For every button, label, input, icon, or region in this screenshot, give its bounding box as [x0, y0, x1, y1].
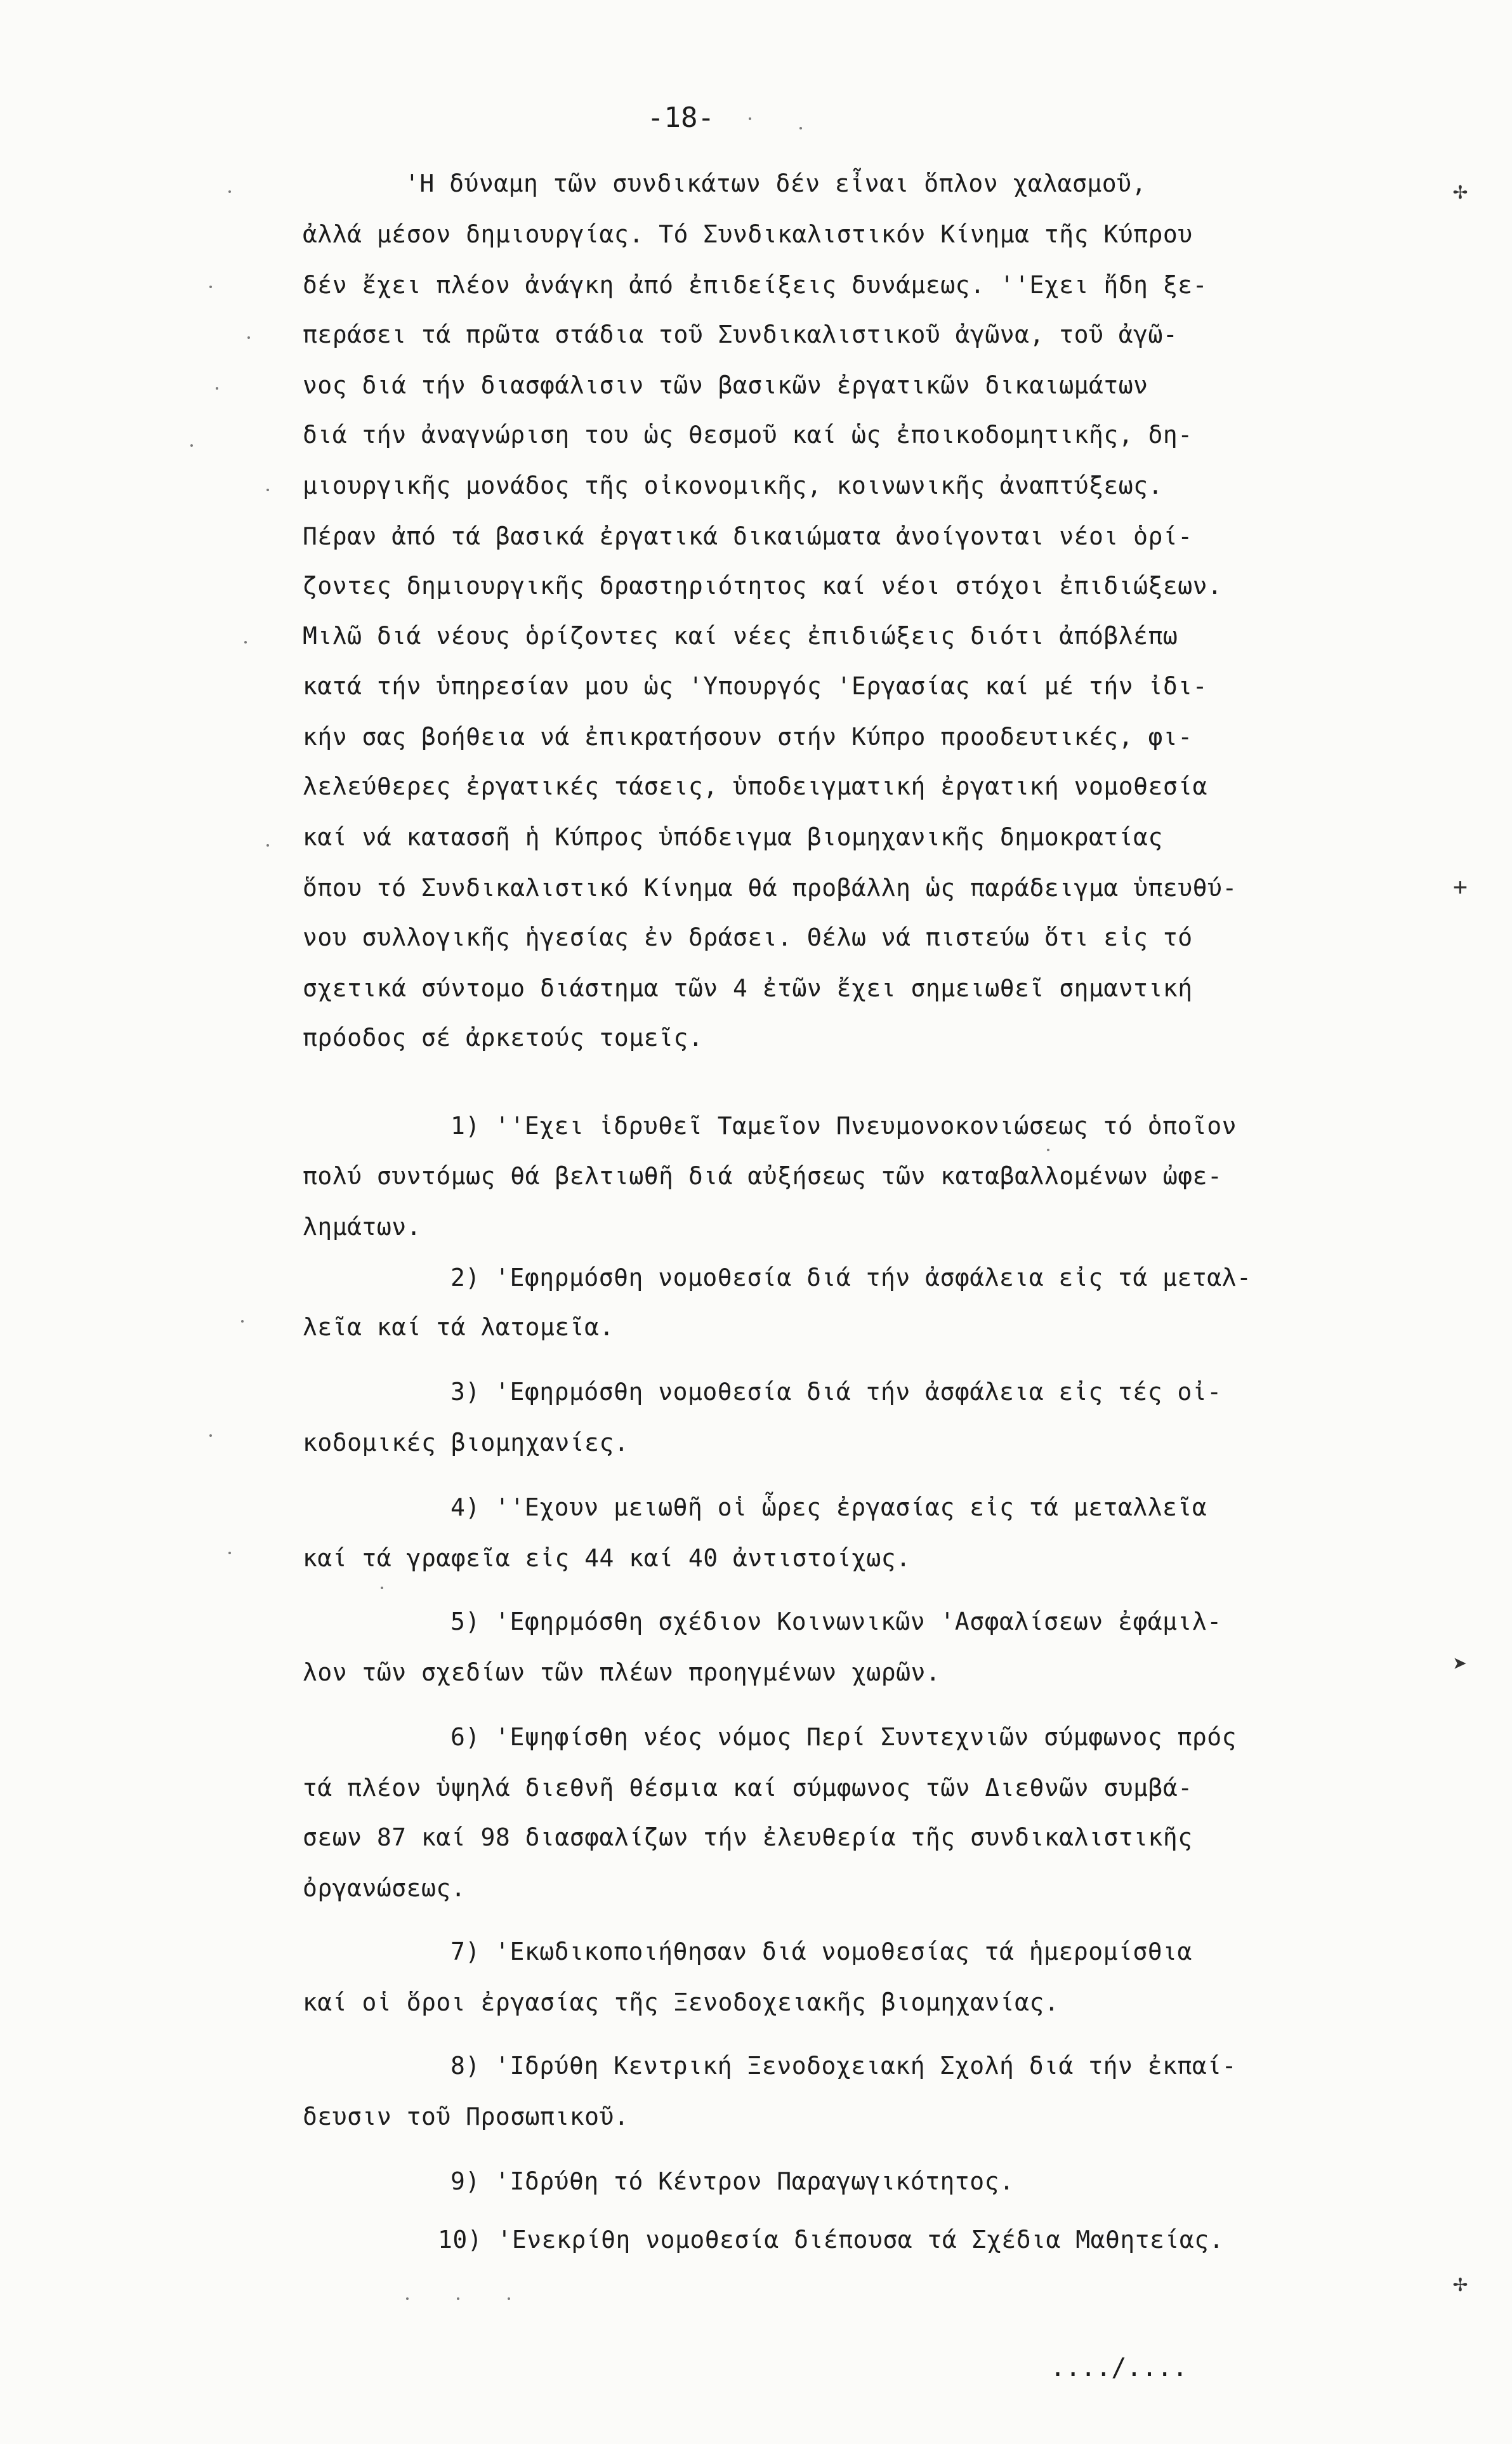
list-item-2-line: 2) 'Εφηρμόσθη νομοθεσία διά τήν ἀσφάλεια εἰς τά μεταλ- — [450, 1264, 1252, 1291]
paragraph-2-line: Πέραν ἀπό τά βασικά ἐργατικά δικαιώματα ἀνοίγονται νέοι ὁρί- — [303, 522, 1193, 550]
paragraph-2-line: σχετικά σύντομο διάστημα τῶν 4 ἐτῶν ἔχει σημειωθεῖ σημαντική — [303, 974, 1193, 1002]
margin-cross-icon: ➤ — [1453, 1650, 1468, 1678]
paragraph-2-line: κατά τήν ὑπηρεσίαν μου ὡς 'Υπουργός 'Εργασίας καί μέ τήν ἰδι- — [303, 672, 1208, 700]
margin-cross-icon: ✢ — [1453, 2269, 1468, 2297]
scan-speck — [457, 2297, 459, 2300]
scan-speck — [241, 1320, 244, 1323]
paragraph-1-line: δέν ἔχει πλέον ἀνάγκη ἀπό ἐπιδείξεις δυνάμεως. ''Εχει ἤδη ξε- — [303, 271, 1208, 299]
list-item-5-line: λον τῶν σχεδίων τῶν πλέων προηγμένων χωρῶν. — [303, 1658, 941, 1686]
scan-speck — [266, 844, 269, 847]
page-number: -18- — [647, 102, 714, 134]
scan-speck — [209, 1434, 212, 1437]
paragraph-2-line: νου συλλογικῆς ἡγεσίας ἐν δράσει. Θέλω νά πιστεύω ὅτι εἰς τό — [303, 923, 1193, 951]
list-item-3-line: κοδομικές βιομηχανίες. — [303, 1429, 629, 1456]
margin-cross-icon: + — [1453, 873, 1468, 901]
scan-speck — [244, 641, 247, 644]
list-item-4-line: 4) ''Εχουν μειωθῆ οἱ ὧρες ἐργασίας εἰς τά μεταλλεῖα — [450, 1493, 1207, 1521]
scan-speck — [749, 117, 751, 120]
scan-speck — [799, 127, 802, 129]
scan-speck — [266, 489, 269, 491]
paragraph-2-line: πρόοδος σέ ἀρκετούς τομεῖς. — [303, 1024, 704, 1052]
list-item-6-line: σεων 87 καί 98 διασφαλίζων τήν ἐλευθερία τῆς συνδικαλιστικῆς — [303, 1823, 1193, 1851]
list-item-7-line: 7) 'Εκωδικοποιήθησαν διά νομοθεσίας τά ἡμερομίσθια — [450, 1938, 1192, 1965]
scan-speck — [508, 2297, 510, 2300]
paragraph-1-line: περάσει τά πρῶτα στάδια τοῦ Συνδικαλιστικοῦ ἀγῶνα, τοῦ ἀγῶ- — [303, 320, 1178, 348]
scan-speck — [190, 444, 193, 447]
list-item-6-line: ὀργανώσεως. — [303, 1874, 466, 1902]
paragraph-2-line: καί νά κατασσῆ ἡ Κύπρος ὑπόδειγμα βιομηχανικῆς δημοκρατίας — [303, 823, 1163, 851]
scan-speck — [209, 286, 212, 288]
list-item-3-line: 3) 'Εφηρμόσθη νομοθεσία διά τήν ἀσφάλεια εἰς τές οἰ- — [450, 1378, 1222, 1406]
scan-speck — [216, 387, 218, 390]
paragraph-2-line: Μιλῶ διά νέους ὁρίζοντες καί νέες ἐπιδιώξεις διότι ἀπόβλέπω — [303, 622, 1178, 650]
paragraph-1-line: νος διά τήν διασφάλισιν τῶν βασικῶν ἐργατικῶν δικαιωμάτων — [303, 371, 1148, 399]
paragraph-2-line: ζοντες δημιουργικῆς δραστηριότητος καί νέοι στόχοι ἐπιδιώξεων. — [303, 572, 1223, 600]
scan-speck — [247, 336, 250, 339]
list-item-8-line: δευσιν τοῦ Προσωπικοῦ. — [303, 2103, 629, 2130]
list-item-5-line: 5) 'Εφηρμόσθη σχέδιον Κοινωνικῶν 'Ασφαλίσεων ἐφάμιλ- — [450, 1608, 1222, 1635]
scan-speck — [228, 1552, 231, 1554]
list-item-6-line: τά πλέον ὑψηλά διεθνῆ θέσμια καί σύμφωνος τῶν Διεθνῶν συμβά- — [303, 1774, 1193, 1802]
list-item-1-line: 1) ''Εχει ἱδρυθεῖ Ταμεῖον Πνευμονοκονιώσεως τό ὁποῖον — [450, 1112, 1237, 1140]
list-item-6-line: 6) 'Εψηφίσθη νέος νόμος Περί Συντεχνιῶν σύμφωνος πρός — [450, 1723, 1237, 1751]
list-item-1-line: πολύ συντόμως θά βελτιωθῆ διά αὐξήσεως τῶν καταβαλλομένων ὠφε- — [303, 1162, 1223, 1190]
paragraph-1-line: 'Η δύναμη τῶν συνδικάτων δέν εἶναι ὅπλον χαλασμοῦ, — [405, 169, 1147, 197]
paragraph-2-line: λελεύθερες ἐργατικές τάσεις, ὑποδειγματική ἐργατική νομοθεσία — [303, 772, 1208, 800]
paragraph-1-line: ἀλλά μέσον δημιουργίας. Τό Συνδικαλιστικόν Κίνημα τῆς Κύπρου — [303, 220, 1193, 248]
scan-speck — [228, 190, 231, 193]
list-item-1-line: λημάτων. — [303, 1213, 422, 1241]
continuation-mark: ..../.... — [1050, 2353, 1188, 2382]
scan-speck — [1047, 1149, 1049, 1151]
margin-cross-icon: ✢ — [1453, 176, 1468, 204]
paragraph-2-line: κήν σας βοήθεια νά ἐπικρατήσουν στήν Κύπρο προοδευτικές, φι- — [303, 723, 1193, 751]
list-item-2-line: λεῖα καί τά λατομεῖα. — [303, 1313, 614, 1341]
list-item-8-line: 8) 'Ιδρύθη Κεντρική Ξενοδοχειακή Σχολή διά τήν ἐκπαί- — [450, 2052, 1237, 2080]
paragraph-1-line: μιουργικῆς μονάδος τῆς οἰκονομικῆς, κοινωνικῆς ἀναπτύξεως. — [303, 472, 1163, 499]
list-item-9-line: 9) 'Ιδρύθη τό Κέντρον Παραγωγικότητος. — [450, 2167, 1015, 2195]
scan-speck — [381, 1587, 383, 1589]
paragraph-1-line: διά τήν ἀναγνώριση του ὡς θεσμοῦ καί ὡς ἐποικοδομητικῆς, δη- — [303, 421, 1193, 449]
paragraph-2-line: ὅπου τό Συνδικαλιστικό Κίνημα θά προβάλλη ὡς παράδειγμα ὑπευθύ- — [303, 874, 1237, 902]
list-item-10-line: 10) 'Ενεκρίθη νομοθεσία διέπουσα τά Σχέδια Μαθητείας. — [438, 2226, 1225, 2254]
list-item-4-line: καί τά γραφεῖα εἰς 44 καί 40 ἀντιστοίχως. — [303, 1544, 911, 1572]
list-item-7-line: καί οἱ ὅροι ἐργασίας τῆς Ξενοδοχειακῆς βιομηχανίας. — [303, 1988, 1060, 2016]
scan-speck — [406, 2297, 409, 2300]
